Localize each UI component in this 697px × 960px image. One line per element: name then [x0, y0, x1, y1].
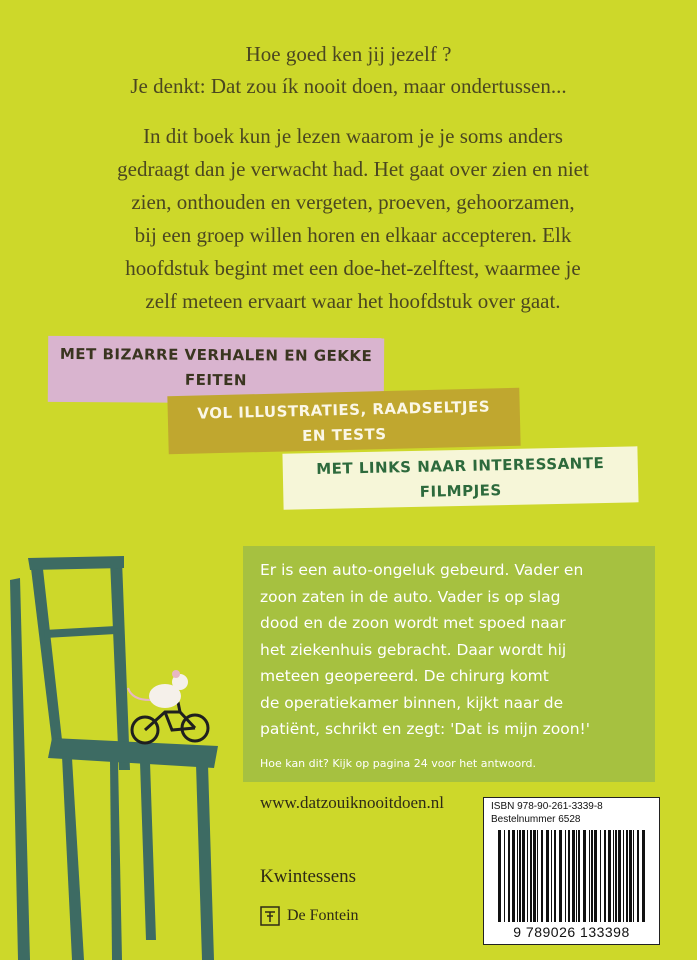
banner-line: EN TESTS — [301, 424, 387, 446]
intro-line-2: Je denkt: Dat zou ík nooit doen, maar ondertussen... — [130, 74, 567, 98]
website-link[interactable]: www.datzouiknooitdoen.nl — [260, 793, 444, 812]
story-line: patiënt, schrikt en zegt: 'Dat is mijn zoon!' — [260, 720, 590, 738]
story-line: meteen geopereerd. De chirurg komt — [260, 667, 549, 685]
story-line: Er is een auto-ongeluk gebeurd. Vader en — [260, 561, 584, 579]
banner-line: FEITEN — [184, 370, 248, 390]
paragraph-line: In dit boek kun je lezen waarom je je soms anders — [143, 124, 563, 148]
publisher-label: De Fontein — [287, 907, 359, 924]
intro-text — [0, 38, 697, 102]
barcode-bars-icon — [484, 828, 661, 924]
publisher-kwintessens: Kwintessens — [260, 866, 357, 887]
fontein-logo-icon — [260, 906, 280, 926]
isbn-text: ISBN 978-90-261-3339-8 — [491, 801, 603, 812]
story-box — [243, 546, 655, 782]
publisher-de-fontein — [260, 906, 359, 926]
banner-illustrations — [167, 388, 520, 455]
banner-line: VOL ILLUSTRATIES, RAADSELTJES — [197, 397, 491, 423]
barcode-digits: 9 789026 133398 — [513, 924, 630, 940]
paragraph-line: zelf meteen ervaart waar het hoofdstuk over gaat. — [145, 289, 561, 313]
banner-line: FILMPJES — [419, 481, 502, 501]
paragraph-line: zien, onthouden en vergeten, proeven, gehoorzamen, — [131, 190, 575, 214]
paragraph-line: gedraagt dan je verwacht had. Het gaat over zien en niet — [117, 157, 589, 181]
bicycle-icon — [132, 702, 208, 743]
description-paragraph — [88, 120, 618, 318]
story-line: het ziekenhuis gebracht. Daar wordt hij — [260, 640, 567, 659]
chair-mouse-bicycle-illustration — [0, 520, 240, 960]
banner-line: MET LINKS NAAR INTERESSANTE — [316, 453, 605, 479]
intro-line-1: Hoe goed ken jij jezelf ? — [245, 42, 452, 66]
story-line: dood en de zoon wordt met spoed naar — [260, 614, 566, 632]
story-line: de operatiekamer binnen, kijkt naar de — [260, 693, 564, 712]
banner-links — [282, 446, 638, 509]
story-line: zoon zaten in de auto. Vader is op slag — [260, 587, 561, 606]
story-question: Hoe kan dit? Kijk op pagina 24 voor het antwoord. — [260, 756, 537, 770]
order-number: Bestelnummer 6528 — [491, 814, 581, 825]
banner-line: MET BIZARRE VERHALEN EN GEKKE — [59, 344, 373, 366]
barcode-block — [483, 797, 660, 945]
chair-icon — [10, 556, 218, 960]
paragraph-line: hoofdstuk begint met een doe-het-zelftest, waarmee je — [125, 256, 581, 280]
paragraph-line: bij een groep willen horen en elkaar accepteren. Elk — [134, 223, 572, 247]
